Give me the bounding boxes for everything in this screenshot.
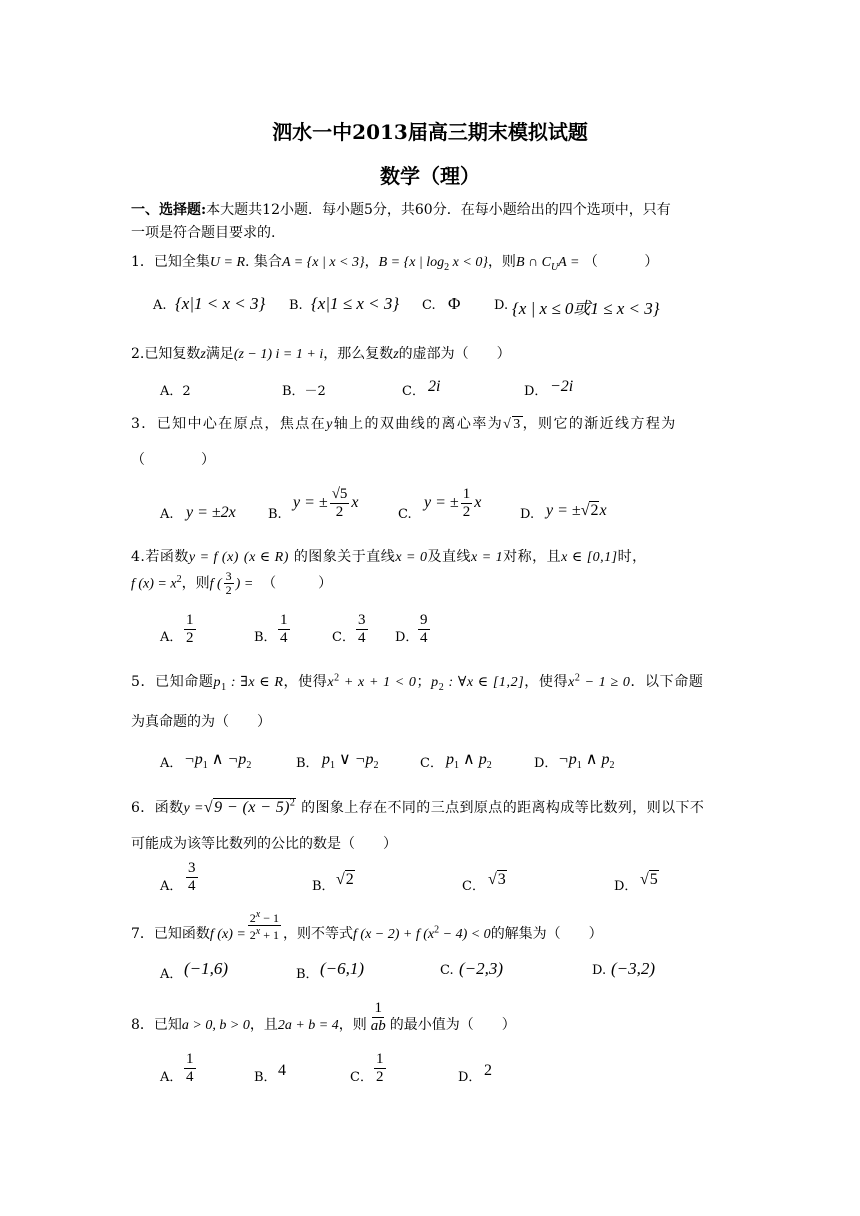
q1-set-b: B = {x | $\log_2 x < 0$} <box>378 255 488 273</box>
q7-option-a-label: A． <box>160 967 183 982</box>
q3-option-a: y = ±2x <box>186 504 236 521</box>
q3-option-c-label: C. <box>398 507 412 522</box>
q1-option-b: {x|1 ≤ x < 3} <box>311 294 400 313</box>
section-intro-text: 本大题共12小题．每小题5分，共60分．在每小题给出的四个选项中，只有 <box>206 202 671 218</box>
question-4: 4.若函数y = f (x) (x ∈ R) 的图象关于直线x = 0及直线x = 1对称，且x ∈ [0,1]时， <box>131 549 647 565</box>
q1-option-c-label: C. <box>422 298 436 313</box>
q7-fraction: $\frac{2^x - 1}{2^x + 1}$ <box>249 909 280 943</box>
q6-option-b-label: B． <box>312 879 335 894</box>
q4-option-b-label: B． <box>254 630 277 645</box>
q1-answer-blank: （ ） <box>583 254 659 270</box>
q6-option-a-label: A． <box>160 879 183 894</box>
q3-answer-blank: （ ） <box>131 452 215 468</box>
q1-option-b-label: B. <box>289 298 303 313</box>
q7-option-a: (−1,6) <box>184 959 229 978</box>
q4-option-a-label: A． <box>160 630 183 645</box>
q8-option-a-label: A． <box>160 1070 183 1085</box>
q6-option-d: √5 <box>640 871 658 888</box>
q6-option-a: $\frac{3}{4}$ <box>188 860 196 894</box>
question-8: 8．已知a > 0, b > 0，且2a + b = 4，则 $\frac{1}{ab}$ 的最小值为（ ） <box>131 1000 516 1034</box>
sqrt-3: √3 <box>503 417 522 432</box>
q8-option-c: $\frac{1}{2}$ <box>376 1051 384 1085</box>
q5-option-a: $\neg p_1$ ∧ $\neg p_2$ <box>184 751 252 772</box>
q7-option-b: (−6,1) <box>320 959 365 978</box>
question-1 <box>131 251 658 273</box>
q4-option-a: $\frac{1}{2}$ <box>186 612 194 646</box>
section-intro <box>131 199 671 219</box>
q1-option-d-label: D. <box>494 298 509 313</box>
q4-option-d: $\frac{9}{4}$ <box>420 612 428 646</box>
q6-option-b: √2 <box>336 871 354 888</box>
q2-option-c: 2i <box>428 378 441 395</box>
q5-option-c-label: C． <box>420 756 443 771</box>
q3-option-b: y = ± $\frac{√5}{2}$ x <box>293 486 359 520</box>
q2-option-b: B．－2 <box>282 384 326 399</box>
q2-option-a: A．2 <box>160 384 191 399</box>
q6-option-c-label: C． <box>462 879 485 894</box>
q1-text: 1．已知全集 <box>131 254 210 270</box>
page-title: 泗水一中2013届高三期末模拟试题 <box>272 120 588 144</box>
question-7: 7．已知函数f (x) = $\frac{2^x - 1}{2^x + 1}$ ，则不等式f (x − 2) + f $(x^2 - 4) < 0$的解集为（ ） <box>131 909 603 943</box>
question-2: 2.已知复数z满足(z − 1) i = 1 + i，那么复数z的虚部为（ ） <box>131 346 511 362</box>
q1-expression: B ∩ $C_UA$ = <box>515 255 580 273</box>
q4-option-c-label: C． <box>332 630 355 645</box>
q1-option-c: Φ <box>448 294 461 313</box>
question-5-line2: 为真命题的为（ ） <box>131 714 271 730</box>
question-4-line2: f $(x) = x^2$，则f ( $\frac{3}{2}$ ) = （ ） <box>131 569 333 598</box>
question-6-line2: 可能成为该等比数列的公比的数是（ ） <box>131 836 397 852</box>
q7-option-d: (−3,2) <box>611 959 656 978</box>
q8-option-d: 2 <box>484 1062 492 1079</box>
q3-option-d: y = ±√2x <box>546 502 607 519</box>
q8-option-c-label: C． <box>350 1070 373 1085</box>
q1-text: ，则 <box>487 254 516 270</box>
q5-option-b-label: B． <box>296 756 319 771</box>
q7-option-d-label: D. <box>592 963 607 978</box>
q1-option-a-label: A. <box>153 298 167 313</box>
q6-option-d-label: D． <box>614 879 638 894</box>
q8-option-b-label: B． <box>254 1070 277 1085</box>
q5-option-d-label: D． <box>534 756 558 771</box>
q8-option-d-label: D． <box>458 1070 482 1085</box>
q7-option-c: (−2,3) <box>459 959 504 978</box>
q4-option-d-label: D． <box>395 630 419 645</box>
q1-text: ， <box>364 254 379 270</box>
question-5: 5．已知命题$p_1$ : ∃x ∈ R，使得$x^2 + x + 1 < 0$；$p_2$ : ∀x ∈ [1,2]，使得$x^2 - 1 \ge 0$．以下命题 <box>131 672 704 693</box>
q5-option-c: $p_1$ ∧ $p_2$ <box>446 751 492 772</box>
q3-option-b-label: B. <box>268 507 282 522</box>
q8-option-a: $\frac{1}{4}$ <box>186 1051 194 1085</box>
q7-option-c-label: C. <box>440 963 454 978</box>
q4-option-b: $\frac{1}{4}$ <box>280 612 288 646</box>
q5-option-d: $\neg p_1$ ∧ $p_2$ <box>558 751 615 772</box>
section-intro-line2: 一项是符合题目要求的. <box>131 225 276 241</box>
question-6: 6．函数$y =√9 - (x - 5)^2$ 的图象上存在不同的三点到原点的距离构成等比数列，则以下不 <box>131 797 705 816</box>
q2-option-d: −2i <box>550 378 574 395</box>
q5-option-a-label: A． <box>160 756 183 771</box>
page-subtitle: 数学（理） <box>380 164 480 188</box>
q2-option-d-label: D． <box>524 384 548 399</box>
question-3: 3．已知中心在原点，焦点在y轴上的双曲线的离心率为√3，则它的渐近线方程为 <box>131 416 677 432</box>
q7-option-b-label: B． <box>296 967 319 982</box>
q3-option-c: y = ± $\frac{1}{2}$ x <box>424 486 482 520</box>
q5-option-b: $p_1$ ∨ $\neg p_2$ <box>322 751 379 772</box>
section-heading: 一、选择题: <box>131 202 207 218</box>
q1-universal-set: U = R <box>209 255 246 270</box>
q8-option-b: 4 <box>278 1062 286 1079</box>
q3-option-a-label: A. <box>160 507 174 522</box>
q6-option-c: √3 <box>488 871 506 888</box>
q4-option-c: $\frac{3}{4}$ <box>358 612 366 646</box>
q2-option-c-label: C． <box>402 384 425 399</box>
q1-option-a: {x|1 < x < 3} <box>175 294 266 313</box>
q1-option-d: {x | x ≤ 0或1 ≤ x < 3} <box>512 299 660 318</box>
q3-option-d-label: D. <box>520 507 535 522</box>
q1-set-a: A = {x | x < 3} <box>281 255 365 270</box>
q1-text: . 集合 <box>245 254 282 270</box>
